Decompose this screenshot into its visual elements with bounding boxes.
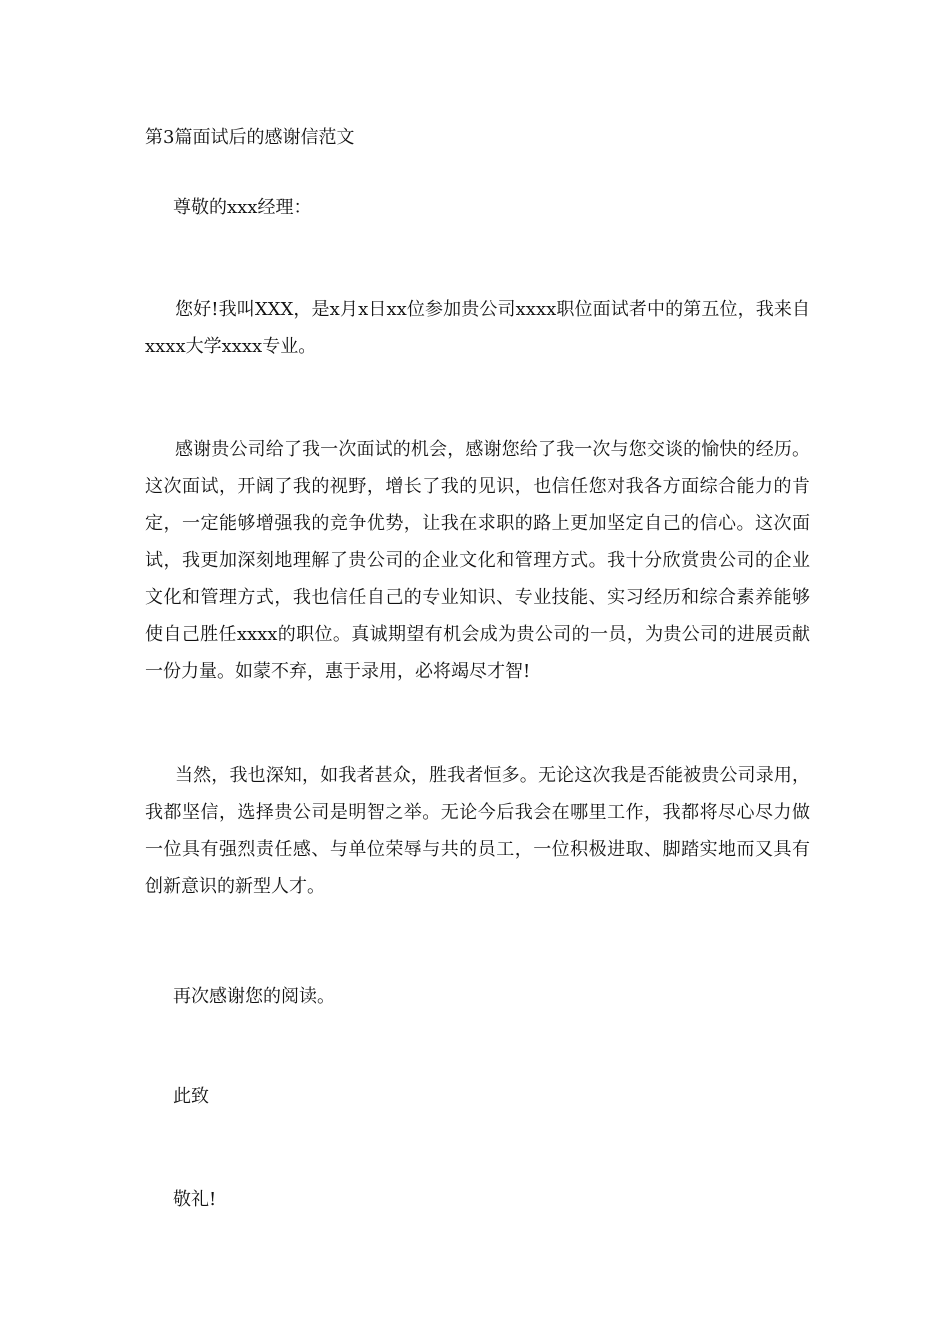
paragraph-thanks: 感谢贵公司给了我一次面试的机会，感谢您给了我一次与您交谈的愉快的经历。这次面试，开阔了我的视野，增长了我的见识，也信任您对我各方面综合能力的肯定，一定能够增强我的竞争优势，让我在求职的路上更加坚定自己的信心。这次面试，我更加深刻地理解了贵公司的企业文化和管理方式。我十分欣赏贵公司的企业文化和管理方式，我也信任自己的专业知识、专业技能、实习经历和综合素养能够使自己胜任xxxx的职位。真诚期望有机会成为贵公司的一员，为贵公司的进展贡献一份力量。如蒙不弃，惠于录用，必将竭尽才智! <box>145 439 810 682</box>
closing-thanks: 再次感谢您的阅读。 <box>173 986 335 1007</box>
paragraph-commitment: 当然，我也深知，如我者甚众，胜我者恒多。无论这次我是否能被贵公司录用，我都坚信，选择贵公司是明智之举。无论今后我会在哪里工作，我都将尽心尽力做一位具有强烈责任感、与单位荣辱与共的员工，一位积极进取、脚踏实地而又具有创新意识的新型人才。 <box>145 765 810 897</box>
closing-regards: 敬礼! <box>173 1189 217 1210</box>
salutation: 尊敬的xxx经理： <box>173 197 312 218</box>
paragraph-intro: 您好!我叫XXX，是x月x日xx位参加贵公司xxxx职位面试者中的第五位，我来自xxxx大学xxxx专业。 <box>145 299 810 357</box>
document-title: 第3篇面试后的感谢信范文 <box>145 127 355 148</box>
closing-to: 此致 <box>173 1086 209 1107</box>
